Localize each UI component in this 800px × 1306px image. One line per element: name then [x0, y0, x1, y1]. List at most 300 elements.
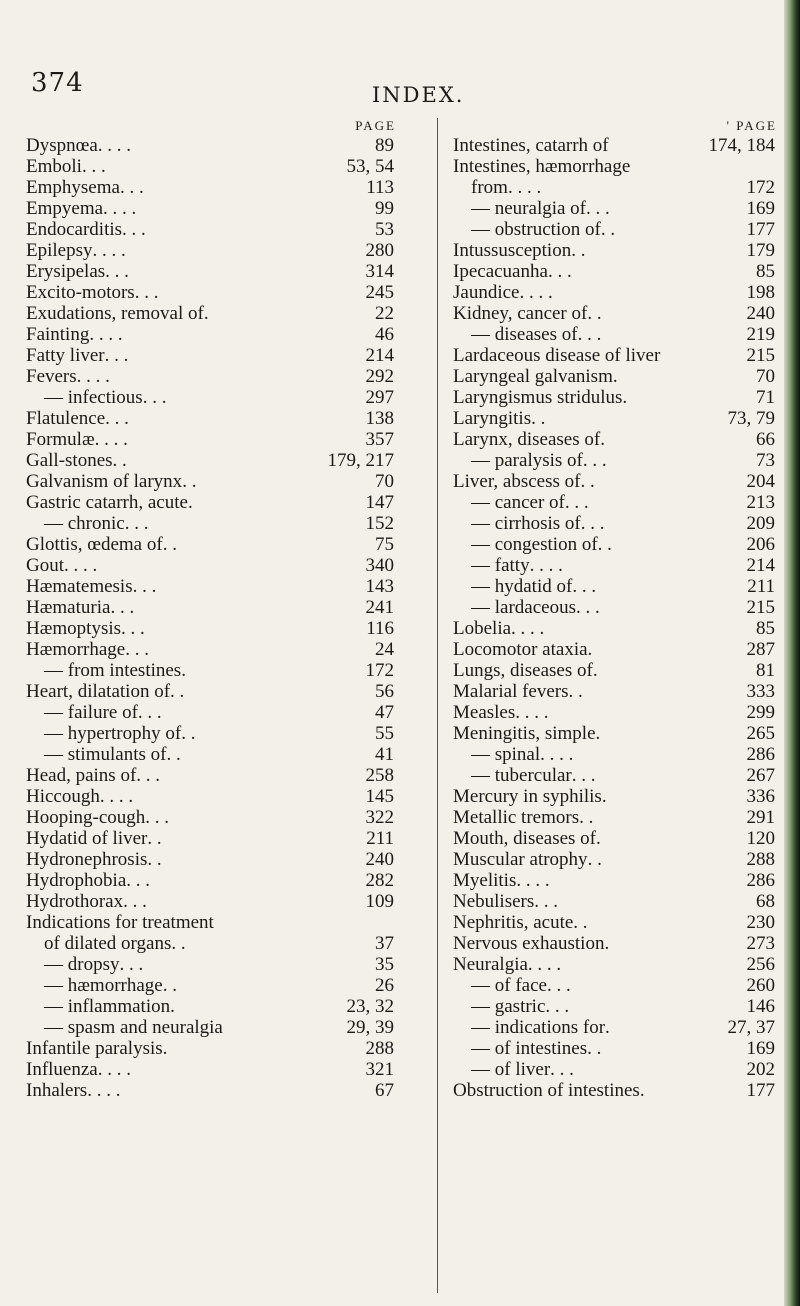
dot-leader: .: [596, 828, 601, 849]
page-reference: 71: [756, 387, 775, 408]
index-entry: [453, 1038, 787, 1059]
page-reference: 211: [747, 576, 775, 597]
index-entry: [453, 1059, 787, 1080]
dot-leader: . .: [182, 471, 197, 492]
page-number: 374: [31, 68, 84, 98]
index-entry: [26, 387, 396, 408]
index-entry: [453, 765, 787, 786]
index-entry: [26, 555, 396, 576]
index-entry: [453, 177, 787, 198]
index-term: Muscular atrophy: [453, 849, 588, 870]
page-reference: 73, 79: [727, 408, 775, 429]
page-reference: 172: [365, 660, 394, 681]
page-reference: 267: [746, 765, 775, 786]
dot-leader: .: [612, 366, 618, 387]
dot-leader: .: [592, 660, 598, 681]
index-entry: [26, 177, 396, 198]
dot-leader: .: [595, 723, 601, 744]
index-entry: [26, 996, 396, 1017]
index-term: Jaundice: [453, 282, 520, 303]
dot-leader: . .: [166, 744, 181, 765]
dot-leader: . . .: [119, 954, 144, 975]
index-term: Epilepsy: [26, 240, 93, 261]
dot-leader: .: [639, 1080, 645, 1101]
page-reference: 286: [746, 870, 775, 891]
index-term: — indications for: [471, 1017, 606, 1038]
index-entry: [453, 429, 787, 450]
page-reference: 314: [365, 261, 394, 282]
page-reference: 258: [365, 765, 394, 786]
index-term: — hydatid of: [471, 576, 573, 597]
index-entry: [26, 912, 396, 933]
page-reference: 206: [746, 534, 775, 555]
index-term: — spinal: [471, 744, 541, 765]
index-term: Liver, abscess of: [453, 471, 581, 492]
index-term: Mouth, diseases of: [453, 828, 597, 849]
dot-leader: . . .: [547, 261, 572, 282]
index-term: Dyspnœa: [26, 135, 98, 156]
index-term: — cirrhosis of: [471, 513, 581, 534]
page-reference: 146: [746, 996, 775, 1017]
page-reference: 169: [746, 198, 775, 219]
index-entry: [26, 681, 396, 702]
dot-leader: . . . .: [97, 1059, 131, 1080]
page-reference: 75: [375, 534, 394, 555]
dot-leader: . .: [571, 240, 586, 261]
index-entry: [453, 681, 787, 702]
dot-leader: . .: [162, 975, 177, 996]
dot-leader: . . .: [534, 891, 559, 912]
index-term: Influenza: [26, 1059, 98, 1080]
index-entry: [26, 282, 396, 303]
page-reference: 211: [366, 828, 394, 849]
page-reference: 240: [746, 303, 775, 324]
index-term: Endocarditis: [26, 219, 123, 240]
index-entry: [453, 849, 787, 870]
dot-leader: . . .: [125, 639, 149, 660]
page-reference: 213: [746, 492, 775, 513]
page-reference: 288: [365, 1038, 394, 1059]
dot-leader: . .: [587, 1038, 602, 1059]
column-divider: [437, 118, 438, 1293]
index-entry: [26, 534, 396, 555]
dot-leader: . . .: [575, 597, 600, 618]
dot-leader: . . .: [545, 996, 570, 1017]
index-entry: [453, 303, 787, 324]
page-reference: 81: [756, 660, 775, 681]
index-term: — congestion of: [471, 534, 598, 555]
index-entry: [453, 660, 787, 681]
index-term: — dropsy: [44, 954, 120, 975]
page-reference: 215: [746, 597, 775, 618]
index-term: of dilated organs: [44, 933, 172, 954]
index-entry: [453, 450, 787, 471]
dot-leader: .: [604, 933, 610, 954]
index-entry: [26, 135, 396, 156]
index-entry: [26, 702, 396, 723]
page-reference: 26: [375, 975, 394, 996]
dot-leader: . .: [579, 807, 594, 828]
page-reference: 145: [365, 786, 394, 807]
index-term: Gout: [26, 555, 64, 576]
page-reference: 66: [756, 429, 775, 450]
page-reference: 321: [365, 1059, 394, 1080]
index-entry: [453, 240, 787, 261]
index-term: Heart, dilatation of: [26, 681, 171, 702]
index-entry: [453, 261, 787, 282]
index-entry: [26, 450, 396, 471]
index-term: Emphysema: [26, 177, 120, 198]
dot-leader: . . . .: [529, 555, 563, 576]
page-reference: 109: [365, 891, 394, 912]
index-entry: [26, 156, 396, 177]
index-term: Hydronephrosis: [26, 849, 148, 870]
dot-leader: . . . .: [92, 240, 126, 261]
index-entry: [453, 828, 787, 849]
index-term: — of face: [471, 975, 547, 996]
index-term: Laryngismus stridulus: [453, 387, 623, 408]
index-entry: [453, 282, 787, 303]
index-term: — stimulants of: [44, 744, 167, 765]
page-reference: 215: [746, 345, 775, 366]
page-reference: 280: [365, 240, 394, 261]
page-reference: 256: [746, 954, 775, 975]
index-entry: [26, 891, 396, 912]
page-reference: 68: [756, 891, 775, 912]
index-term: Lobelia: [453, 618, 512, 639]
index-entry: [453, 807, 787, 828]
index-entry: [453, 1080, 787, 1101]
page-reference: 288: [746, 849, 775, 870]
index-entry: [26, 807, 396, 828]
index-term: — hypertrophy of: [44, 723, 182, 744]
index-term: — from intestines: [44, 660, 182, 681]
dot-leader: . .: [170, 681, 185, 702]
dot-leader: . . . .: [540, 744, 574, 765]
dot-leader: . . .: [577, 324, 602, 345]
page-reference: 55: [375, 723, 394, 744]
index-entry: [26, 471, 396, 492]
index-term: — obstruction of: [471, 219, 601, 240]
index-entry: [453, 723, 787, 744]
page-reference: 214: [365, 345, 394, 366]
index-entry: [453, 156, 787, 177]
dot-leader: . . . .: [515, 702, 549, 723]
dot-leader: .: [203, 303, 209, 324]
dot-leader: . . . .: [89, 324, 123, 345]
index-term: — fatty: [471, 555, 530, 576]
index-term: Hæmatemesis: [26, 576, 133, 597]
dot-leader: . .: [171, 933, 186, 954]
index-entry: [453, 891, 787, 912]
dot-leader: . . . .: [99, 786, 134, 807]
index-entry: [453, 387, 787, 408]
dot-leader: . . .: [104, 345, 129, 366]
dot-leader: . . .: [136, 765, 161, 786]
page-reference: 27, 37: [727, 1017, 775, 1038]
page-reference: 113: [366, 177, 394, 198]
page-reference: 85: [756, 261, 775, 282]
page-reference: 260: [746, 975, 775, 996]
index-entry: [453, 954, 787, 975]
page-reference: 70: [375, 471, 394, 492]
dot-leader: .: [187, 492, 193, 513]
index-entry: [26, 744, 396, 765]
index-entry: [26, 786, 396, 807]
index-entry: [26, 618, 396, 639]
index-entry: [26, 492, 396, 513]
index-term: Larynx, diseases of: [453, 429, 601, 450]
index-entry: [453, 702, 787, 723]
left-entries: [26, 135, 396, 1101]
dot-leader: . . .: [550, 1059, 574, 1080]
page-reference: 53: [375, 219, 394, 240]
index-term: Erysipelas: [26, 261, 106, 282]
index-term: — cancer of: [471, 492, 565, 513]
index-entry: [26, 954, 396, 975]
page-reference: 204: [746, 471, 775, 492]
dot-leader: . . .: [546, 975, 571, 996]
dot-leader: . . .: [81, 156, 106, 177]
index-term: Locomotor ataxia: [453, 639, 588, 660]
page-reference: 37: [375, 933, 394, 954]
index-entry: [453, 744, 787, 765]
index-entry: [453, 1017, 787, 1038]
dot-leader: . . .: [571, 765, 596, 786]
dot-leader: . .: [112, 450, 127, 471]
dot-leader: . . .: [105, 261, 129, 282]
page-reference: 172: [746, 177, 775, 198]
dot-leader: . .: [147, 849, 162, 870]
dot-leader: . . . .: [87, 1080, 121, 1101]
index-term: Malarial fevers: [453, 681, 569, 702]
page-reference: 99: [375, 198, 394, 219]
index-term: Excito-motors: [26, 282, 135, 303]
index-term: Measles: [453, 702, 516, 723]
index-term: Hæmoptysis: [26, 618, 122, 639]
page-reference: 179, 217: [327, 450, 394, 471]
index-entry: [453, 492, 787, 513]
index-term: Hæmaturia: [26, 597, 111, 618]
index-term: Intussusception: [453, 240, 572, 261]
dot-leader: . . . .: [516, 870, 550, 891]
index-entry: [26, 639, 396, 660]
index-entry: [26, 324, 396, 345]
page-reference: 29, 39: [346, 1017, 394, 1038]
dot-leader: . . .: [134, 282, 159, 303]
page-reference: 287: [746, 639, 775, 660]
page-reference: 41: [375, 744, 394, 765]
dot-leader: . . .: [582, 450, 607, 471]
index-entry: [26, 1038, 396, 1059]
page-reference: 56: [375, 681, 394, 702]
index-term: Intestines, catarrh of: [453, 135, 609, 156]
index-entry: [453, 576, 787, 597]
page-reference: 177: [746, 1080, 775, 1101]
index-term: Lungs, diseases of: [453, 660, 593, 681]
dot-leader: . . .: [572, 576, 597, 597]
page-reference: 340: [365, 555, 394, 576]
page-reference: 73: [756, 450, 775, 471]
dot-leader: . .: [568, 681, 583, 702]
index-entry: [453, 219, 787, 240]
dot-leader: .: [622, 387, 628, 408]
dot-leader: . . .: [586, 198, 610, 219]
index-term: Galvanism of larynx: [26, 471, 183, 492]
column-heading-page: ' PAGE: [726, 118, 777, 133]
page-reference: 333: [746, 681, 775, 702]
page-reference: 240: [365, 849, 394, 870]
index-term: Hydrophobia: [26, 870, 127, 891]
page-reference: 357: [365, 429, 394, 450]
index-entry: [26, 870, 396, 891]
dot-leader: . . .: [145, 807, 170, 828]
page-reference: 273: [746, 933, 775, 954]
index-entry: [453, 786, 787, 807]
index-entry: [453, 996, 787, 1017]
dot-leader: . .: [162, 534, 177, 555]
index-term: Obstruction of intestines: [453, 1080, 640, 1101]
index-entry: [26, 1080, 396, 1101]
index-term: Intestines, hæmorrhage: [453, 156, 631, 177]
page-reference: 89: [375, 135, 394, 156]
index-entry: [453, 345, 787, 366]
dot-leader: . . . .: [103, 198, 137, 219]
dot-leader: . .: [597, 534, 612, 555]
dot-leader: . . .: [564, 492, 589, 513]
page-reference: 24: [375, 639, 394, 660]
index-term: Nervous exhaustion: [453, 933, 605, 954]
page-reference: 70: [756, 366, 775, 387]
index-entry: [453, 471, 787, 492]
page-reference: 47: [375, 702, 394, 723]
dot-leader: . .: [147, 828, 162, 849]
page-reference: 174, 184: [708, 135, 775, 156]
dot-leader: . . . .: [519, 282, 553, 303]
index-term: Nephritis, acute: [453, 912, 574, 933]
index-column-left: [26, 118, 396, 1101]
index-term: Glottis, œdema of: [26, 534, 163, 555]
index-term: Hydatid of liver: [26, 828, 148, 849]
page-reference: 219: [746, 324, 775, 345]
dot-leader: .: [600, 429, 605, 450]
index-term: Meningitis, simple: [453, 723, 596, 744]
page-reference: 143: [365, 576, 394, 597]
index-entry: [453, 597, 787, 618]
page-reference: 214: [746, 555, 775, 576]
index-entry: [26, 849, 396, 870]
index-term: — hæmorrhage: [44, 975, 163, 996]
dot-leader: . . .: [121, 618, 145, 639]
page-reference: 245: [365, 282, 394, 303]
page-reference: 282: [365, 870, 394, 891]
dot-leader: . . . .: [511, 618, 545, 639]
dot-leader: . .: [573, 912, 588, 933]
index-term: Emboli: [26, 156, 82, 177]
page-reference: 35: [375, 954, 394, 975]
index-entry: [26, 1059, 396, 1080]
index-term: Neuralgia: [453, 954, 528, 975]
index-entry: [453, 198, 787, 219]
index-term: Hæmorrhage: [26, 639, 126, 660]
page-reference: 116: [366, 618, 394, 639]
dot-leader: . . .: [123, 891, 147, 912]
index-term: — spasm and neuralgia: [44, 1017, 223, 1038]
index-term: — tubercular: [471, 765, 572, 786]
dot-leader: .: [162, 1038, 168, 1059]
index-term: — diseases of: [471, 324, 578, 345]
index-entry: [26, 933, 396, 954]
page-reference: 23, 32: [346, 996, 394, 1017]
index-entry: [453, 513, 787, 534]
index-entry: [26, 1017, 396, 1038]
index-term: Exudations, removal of: [26, 303, 204, 324]
index-entry: [26, 513, 396, 534]
page-reference: 322: [365, 807, 394, 828]
index-term: Empyema: [26, 198, 104, 219]
index-entry: [453, 366, 787, 387]
index-entry: [26, 240, 396, 261]
index-term: Laryngitis: [453, 408, 532, 429]
page-reference: 265: [746, 723, 775, 744]
index-entry: [26, 597, 396, 618]
dot-leader: . . . .: [76, 366, 110, 387]
index-term: — chronic: [44, 513, 125, 534]
dot-leader: . . .: [142, 387, 167, 408]
index-entry: [26, 576, 396, 597]
index-entry: [453, 975, 787, 996]
index-term: — paralysis of: [471, 450, 583, 471]
page-reference: 152: [365, 513, 394, 534]
index-term: Kidney, cancer of: [453, 303, 588, 324]
index-term: Myelitis: [453, 870, 517, 891]
index-entry: [26, 429, 396, 450]
dot-leader: . . .: [122, 219, 146, 240]
index-entry: [453, 534, 787, 555]
index-entry: [26, 219, 396, 240]
index-entry: [453, 135, 787, 156]
index-entry: [26, 345, 396, 366]
index-term: Laryngeal galvanism: [453, 366, 613, 387]
dot-leader: . .: [181, 723, 196, 744]
index-entry: [453, 639, 787, 660]
index-term: Fainting: [26, 324, 90, 345]
dot-leader: . . .: [132, 576, 157, 597]
dot-leader: .: [587, 639, 593, 660]
dot-leader: . . . .: [527, 954, 562, 975]
page-reference: 147: [365, 492, 394, 513]
dot-leader: .: [605, 1017, 610, 1038]
page-reference: 291: [746, 807, 775, 828]
page-reference: 138: [365, 408, 394, 429]
index-term: from: [471, 177, 508, 198]
dot-leader: . .: [587, 303, 602, 324]
dot-leader: . . .: [105, 408, 129, 429]
dot-leader: .: [601, 786, 607, 807]
index-term: Hooping-cough: [26, 807, 146, 828]
index-term: — inflammation: [44, 996, 171, 1017]
index-term: Mercury in syphilis: [453, 786, 602, 807]
index-term: — gastric: [471, 996, 546, 1017]
index-entry: [26, 723, 396, 744]
index-term: Fevers: [26, 366, 77, 387]
index-entry: [26, 765, 396, 786]
page-reference: 177: [746, 219, 775, 240]
index-entry: [26, 366, 396, 387]
index-term: Flatulence: [26, 408, 106, 429]
index-entry: [453, 555, 787, 576]
column-heading-page: PAGE: [355, 118, 396, 133]
